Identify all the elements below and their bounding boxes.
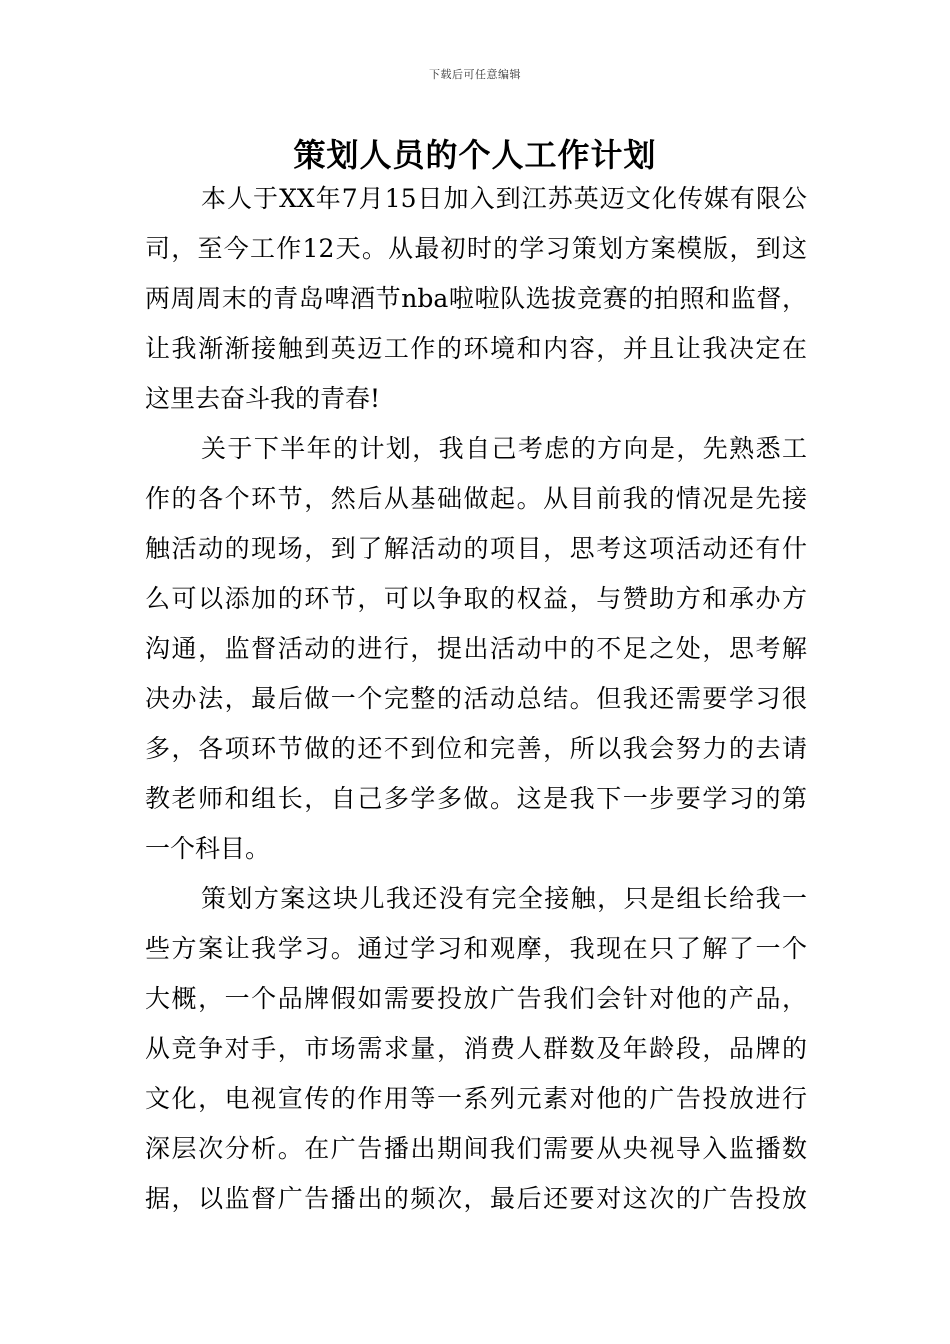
paragraph-1: [145, 174, 807, 424]
paragraph-line: 据，以监督广告播出的频次，最后还要对这次的广告投放: [145, 1184, 807, 1213]
paragraph-line: 从竞争对手，市场需求量，消费人群数及年龄段，品牌的: [145, 1034, 807, 1063]
paragraph-line: 大概，一个品牌假如需要投放广告我们会针对他的产品，: [145, 984, 807, 1013]
paragraph-line: 文化，电视宣传的作用等一系列元素对他的广告投放进行: [145, 1084, 807, 1113]
document-title: 策划人员的个人工作计划: [293, 136, 657, 174]
paragraph-line: 么可以添加的环节，可以争取的权益，与赞助方和承办方: [145, 584, 807, 613]
paragraph-line: 决办法，最后做一个完整的活动总结。但我还需要学习很: [145, 684, 807, 713]
paragraph-3: [145, 874, 807, 1224]
paragraph-line: 关于下半年的计划，我自己考虑的方向是，先熟悉工: [201, 434, 807, 463]
paragraph-2: [145, 424, 807, 874]
header-note: 下载后可任意编辑: [429, 68, 521, 81]
paragraph-line: 本人于XX年7月15日加入到江苏英迈文化传媒有限公: [201, 184, 807, 213]
paragraph-line: 司，至今工作12天。从最初时的学习策划方案模版，到这: [145, 234, 807, 263]
paragraph-line: 作的各个环节，然后从基础做起。从目前我的情况是先接: [145, 484, 807, 513]
paragraph-line: 多，各项环节做的还不到位和完善，所以我会努力的去请: [145, 734, 807, 763]
paragraph-line: 些方案让我学习。通过学习和观摩，我现在只了解了一个: [145, 934, 807, 963]
paragraph-line: 沟通，监督活动的进行，提出活动中的不足之处，思考解: [145, 634, 807, 663]
paragraph-line: 策划方案这块儿我还没有完全接触，只是组长给我一: [201, 884, 807, 913]
paragraph-line: 触活动的现场，到了解活动的项目，思考这项活动还有什: [145, 534, 807, 563]
paragraph-line: 让我渐渐接触到英迈工作的环境和内容，并且让我决定在: [145, 334, 807, 363]
document-body: [145, 174, 807, 1224]
paragraph-line: 一个科目。: [145, 834, 271, 863]
paragraph-line: 教老师和组长，自己多学多做。这是我下一步要学习的第: [145, 784, 807, 813]
paragraph-line: 两周周末的青岛啤酒节nba啦啦队选拔竞赛的拍照和监督，: [145, 284, 807, 313]
paragraph-line: 这里去奋斗我的青春!: [145, 384, 381, 413]
paragraph-line: 深层次分析。在广告播出期间我们需要从央视导入监播数: [145, 1134, 807, 1163]
